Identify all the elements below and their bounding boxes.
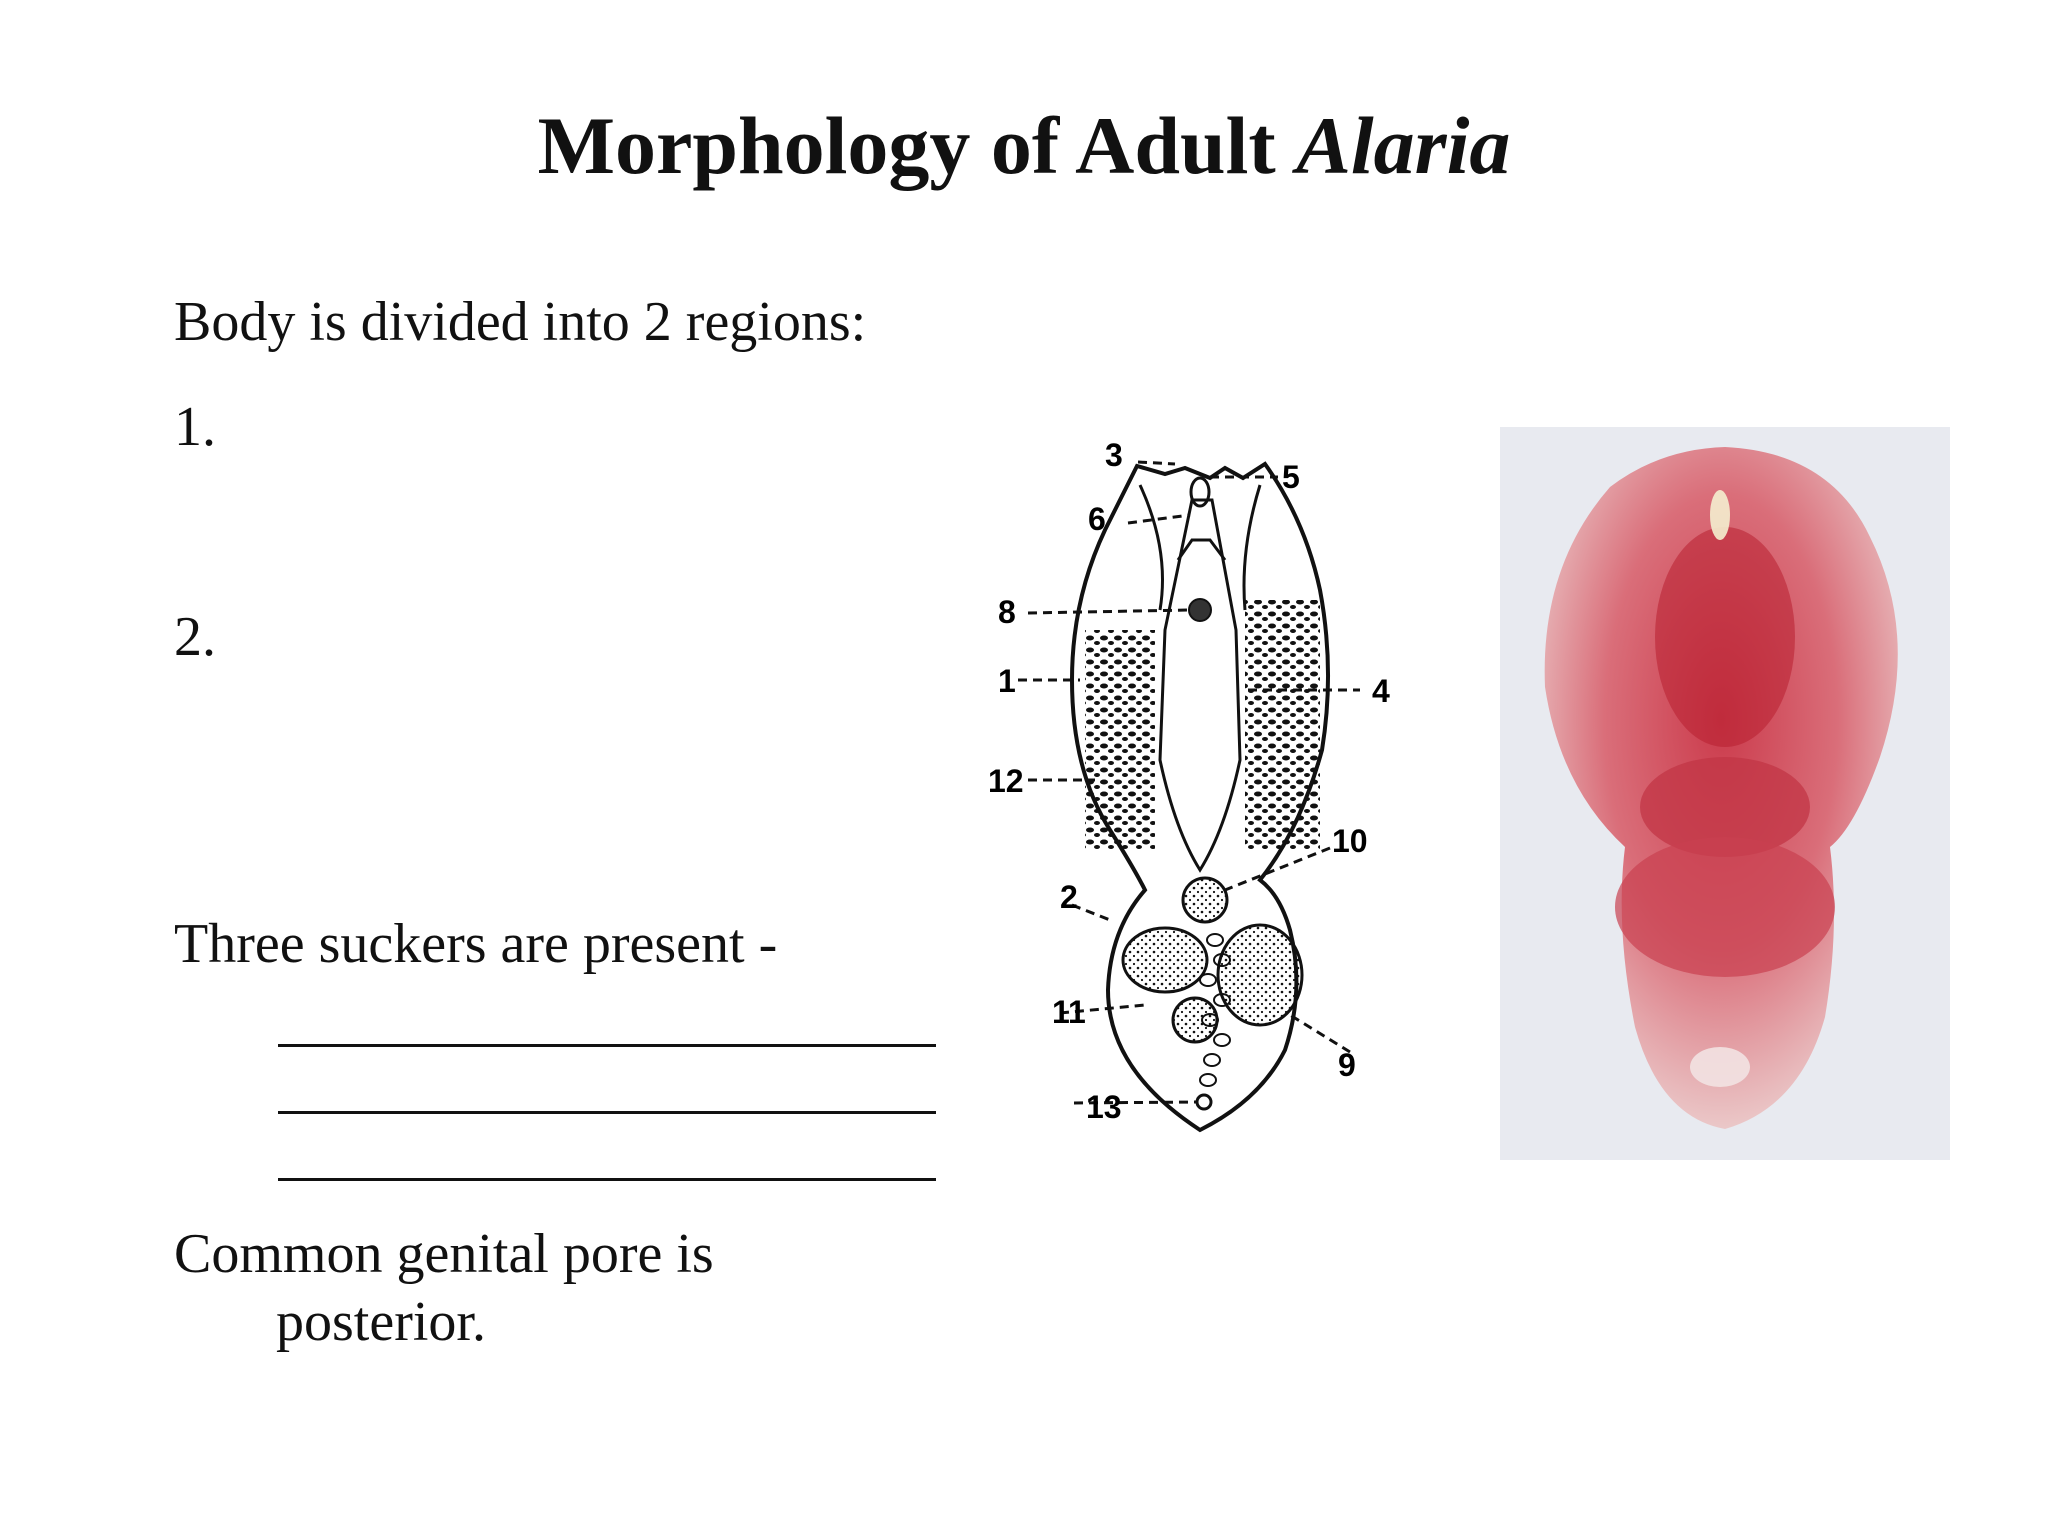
diagram-label-11: 11: [1052, 994, 1086, 1030]
title-genus: Alaria: [1296, 100, 1511, 191]
diagram-label-12: 12: [988, 763, 1024, 799]
title-main: Morphology of Adult: [537, 100, 1297, 191]
diagram-label-6: 6: [1088, 501, 1106, 537]
answer-blank-1: [278, 1044, 936, 1047]
suckers-text: Three suckers are present -: [174, 913, 778, 975]
diagram-label-9: 9: [1338, 1047, 1356, 1083]
alaria-diagram: [960, 430, 1480, 1170]
intro-text: Body is divided into 2 regions:: [174, 291, 867, 353]
diagram-label-4: 4: [1372, 673, 1390, 709]
diagram-label-5: 5: [1282, 459, 1300, 495]
genital-pore-text: Common genital pore is: [174, 1223, 714, 1285]
diagram-label-3: 3: [1105, 437, 1123, 473]
list-item-1: 1.: [174, 396, 216, 458]
answer-blank-3: [278, 1178, 936, 1181]
answer-blank-2: [278, 1111, 936, 1114]
specimen-photo: [1500, 427, 1950, 1160]
genital-pore-text-2: posterior.: [276, 1291, 486, 1353]
slide-title: [0, 96, 2048, 196]
diagram-label-10: 10: [1332, 823, 1368, 859]
diagram-label-2: 2: [1060, 879, 1078, 915]
diagram-label-8: 8: [998, 594, 1016, 630]
diagram-label-1: 1: [998, 663, 1016, 699]
list-item-2: 2.: [174, 606, 216, 668]
diagram-label-13: 13: [1086, 1089, 1122, 1125]
